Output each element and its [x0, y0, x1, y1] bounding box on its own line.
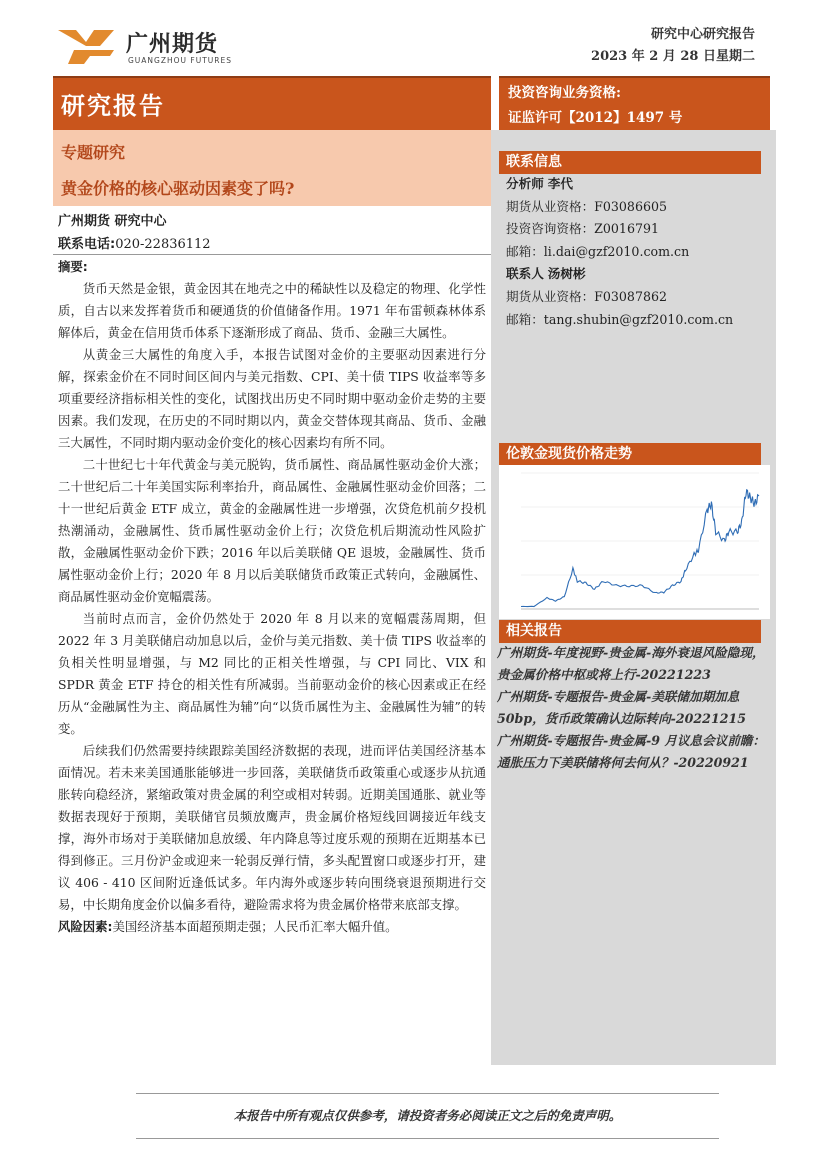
contact-row: [506, 263, 733, 286]
disclaimer-footer: 本报告中所有观点仅供参考，请投资者务必阅读正文之后的免责声明。: [136, 1093, 719, 1139]
risk-text: 美国经济基本面超预期走强；人民币汇率大幅升值。: [112, 919, 398, 934]
risk-factors: [58, 916, 486, 938]
title-banner: [53, 76, 491, 130]
related-reports: [497, 642, 774, 774]
report-date: 2023 年 2 月 28 日星期二: [591, 49, 755, 64]
org-name: 广州期货 研究中心: [58, 214, 167, 229]
abstract-label: 摘要:: [58, 259, 88, 274]
banner-title: 研究报告: [61, 91, 165, 120]
analyst-label: 分析师: [506, 176, 544, 191]
contact-header: 联系信息: [499, 151, 761, 174]
report-title: 黄金价格的核心驱动因素变了吗?: [61, 179, 295, 198]
analyst-advisory-qual: 投资咨询资格：Z0016791: [506, 221, 659, 237]
analyst-name: 李代: [547, 176, 573, 191]
related-report-item[interactable]: 广州期货-专题报告-贵金属-美联储加期加息50bp，货币政策确认边际转向-20221215: [497, 689, 746, 726]
contact-info: [506, 173, 733, 331]
abstract-paragraph: 二十世纪七十年代黄金与美元脱钩，货币属性、商品属性驱动金价大涨；二十世纪后二十年美国实际利率抬升，商品属性、金融属性驱动金价回落；二十一世纪后黄金 ETF 成立，黄金的金融属性进一步增强，次贷危机前夕投机热潮涌动，金融属性、货币属性驱动金价上行；次贷危机后期流动性风险扩散，金融属性驱动金价下跌；2016 年以后美联储 QE 退坡，金融属性、货币属性驱动金价上行；2020 年 8 月以后美联储货币政策正式转向，金融属性、商品属性驱动金价宽幅震荡。: [58, 457, 486, 604]
analyst-futures-qual: 期货从业资格：F03086605: [506, 198, 667, 214]
abstract-paragraph: 当前时点而言，金价仍然处于 2020 年 8 月以来的宽幅震荡周期，但 2022 年 3 月美联储启动加息以后，金价与美元指数、美十债 TIPS 收益率的负相关性明显增强，与 M2 同比的正相关性增强，与 CPI 同比、VIX 和 SPDR 黄金 ETF 持仓的相关性有所减弱。当前驱动金价的核心因素或正在经历从“金融属性为主、商品属性为辅”向“以货币属性为主、金融属性为辅”的转变。: [58, 611, 486, 736]
contact-name: 汤树彬: [547, 266, 586, 282]
phone-number: 020-22836112: [115, 237, 211, 252]
abstract-paragraph: 货币天然是金银，黄金因其在地壳之中的稀缺性以及稳定的物理、化学性质，自古以来发挥着货币和硬通货的价值储备作用。1971 年布雷顿森林体系解体后，黄金在信用货币体系下逐渐形成了商品、货币、金融三大属性。: [58, 281, 486, 340]
risk-label: 风险因素:: [58, 919, 113, 934]
subject-box: [53, 130, 491, 206]
contact-label: 联系人: [506, 266, 544, 282]
report-category: 专题研究: [61, 143, 126, 162]
gold-price-chart: [499, 465, 770, 619]
logo-mark-upper: [58, 30, 114, 46]
company-name-cn: 广州期货: [126, 32, 219, 57]
analyst-row: [506, 173, 733, 196]
analyst-email[interactable]: 邮箱：li.dai@gzf2010.com.cn: [506, 243, 690, 259]
related-report-item[interactable]: 广州期货-专题报告-贵金属-9 月议息会议前瞻：通胀压力下美联储将何去何从？-20220921: [497, 733, 766, 770]
abstract: [58, 256, 486, 938]
license-number: 证监许可【2012】1497 号: [508, 110, 683, 126]
license-banner: [499, 76, 770, 130]
page-header: [0, 0, 827, 76]
related-header: 相关报告: [499, 620, 761, 643]
logo-mark-lower: [68, 50, 114, 64]
license-label: 投资咨询业务资格:: [508, 85, 621, 101]
contact-futures-qual: 期货从业资格：F03087862: [506, 288, 667, 304]
chart-grid: [521, 473, 759, 609]
chart-header: 伦敦金现货价格走势: [499, 443, 761, 466]
company-logo: [56, 26, 256, 70]
abstract-paragraph: 后续我们仍然需要持续跟踪美国经济数据的表现，进而评估美国经济基本面情况。若未来美国通胀能够进一步回落，美联储货币政策重心或逐步从抗通胀转向稳经济，紧缩政策对贵金属的利空或相对转弱。近期美国通胀、就业等数据表现好于预期，美联储官员频放鹰声，贵金属价格短线回调接近年线支撑，海外市场对于美联储加息放缓、年内降息等过度乐观的预期在近期基本已得到修正。三月份沪金或迎来一轮弱反弹行情，多头配置窗口或逐步打开，建议 406 - 410 区间附近逢低试多。年内海外或逐步转向围绕衰退预期进行交易，中长期角度金价以偏多看待，避险需求将为贵金属价格带来底部支撑。: [58, 743, 486, 912]
company-name-en: GUANGZHOU FUTURES: [128, 56, 232, 65]
gold-price-series-line: [521, 490, 759, 607]
contact-email[interactable]: 邮箱：tang.shubin@gzf2010.com.cn: [506, 311, 734, 327]
abstract-paragraph: 从黄金三大属性的角度入手，本报告试图对金价的主要驱动因素进行分解，探索金价在不同时间区间内与美元指数、CPI、美十债 TIPS 收益率等多项重要经济指标相关性的变化，试图找出历史不同时期中驱动金价走势的主要因素。我们发现，在历史的不同时期以内，黄金交替体现其商品、货币、金融三大属性，不同时期内驱动金价变化的核心因素均有所不同。: [58, 347, 486, 450]
report-type: 研究中心研究报告: [650, 27, 755, 42]
logo-mark-icon: [56, 26, 118, 66]
header-meta: [591, 24, 755, 68]
divider: [53, 254, 491, 255]
phone-label: 联系电话:: [58, 237, 116, 252]
related-report-item[interactable]: 广州期货-年度视野-贵金属-海外衰退风险隐现，贵金属价格中枢或将上行-20221223: [497, 645, 765, 682]
org-phone: [58, 233, 211, 252]
